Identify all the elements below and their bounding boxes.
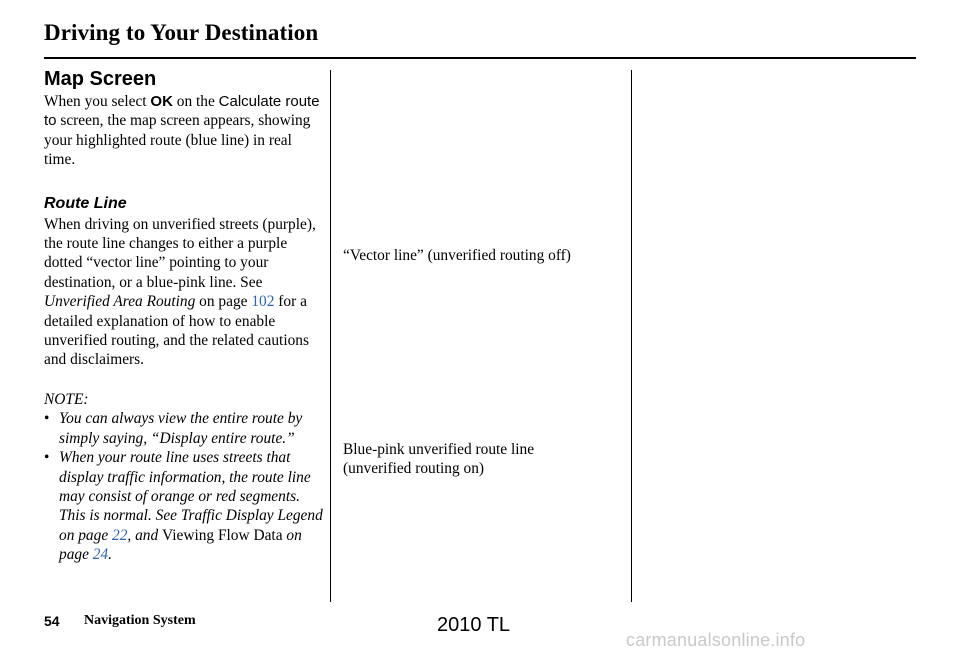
footer-page-number: 54 — [44, 613, 60, 629]
bullet-icon: • — [44, 410, 50, 428]
watermark: carmanualsonline.info — [626, 630, 806, 650]
caption-blue-pink-line — [343, 440, 613, 479]
page-link-102[interactable]: 102 — [251, 293, 275, 311]
page-link-24[interactable]: 24 — [92, 546, 109, 564]
main-text-column — [44, 66, 326, 565]
route-line-heading: Route Line — [44, 194, 127, 212]
page-link-22[interactable]: 22 — [112, 526, 128, 544]
caption-blue-pink-line-1: Blue-pink unverified route line — [343, 441, 535, 458]
ok-label: OK — [150, 93, 173, 110]
section-heading: Map Screen — [44, 68, 157, 90]
note-item-text-cont: , and — [127, 526, 163, 544]
footer-model: 2010 TL — [437, 614, 511, 636]
note-item-text: When your route line uses streets that display traffic information, the route line may consist of orange or red segments. This is normal. See Traffic Display Legend on page — [59, 449, 323, 544]
note-item — [44, 409, 326, 448]
note-item — [44, 448, 326, 564]
note-label: NOTE: — [44, 390, 89, 408]
route-line-text-3: for a detailed explanation of how to enable unverified routing, and the related cautions and disclaimers. — [44, 293, 309, 369]
route-line-paragraph — [44, 215, 326, 370]
route-line-text-2: on page — [195, 293, 252, 311]
unverified-area-routing-ref: Unverified Area Routing — [44, 293, 196, 311]
note-item-text: You can always view the entire route by simply saying, “Display entire route.” — [59, 410, 303, 447]
note-item-text-cont: on page — [59, 526, 302, 564]
intro-text-3: screen, the map screen appears, showing your highlighted route (blue line) in real time. — [44, 112, 311, 169]
note-item-text-end: . — [108, 546, 113, 564]
header-rule — [44, 57, 916, 59]
calculate-route-label: Calculate route to — [44, 93, 320, 130]
intro-paragraph — [44, 92, 326, 170]
bullet-icon: • — [44, 449, 50, 467]
route-line-text-1: When driving on unverified streets (purple), the route line changes to either a purple dotted “vector line” pointing to your destination, or a blue-pink line. See — [44, 215, 316, 291]
column-divider-left — [330, 70, 331, 602]
footer-label: Navigation System — [84, 613, 196, 628]
note-list — [44, 409, 326, 564]
viewing-flow-data-ref: Viewing Flow Data — [162, 526, 283, 544]
intro-text-2: on the — [172, 93, 219, 110]
caption-blue-pink-line-2: (unverified routing on) — [343, 460, 485, 478]
column-divider-right — [631, 70, 632, 602]
caption-vector-line: “Vector line” (unverified routing off) — [343, 247, 571, 264]
page-header-title: Driving to Your Destination — [44, 20, 319, 45]
intro-text-1: When you select — [44, 93, 151, 110]
